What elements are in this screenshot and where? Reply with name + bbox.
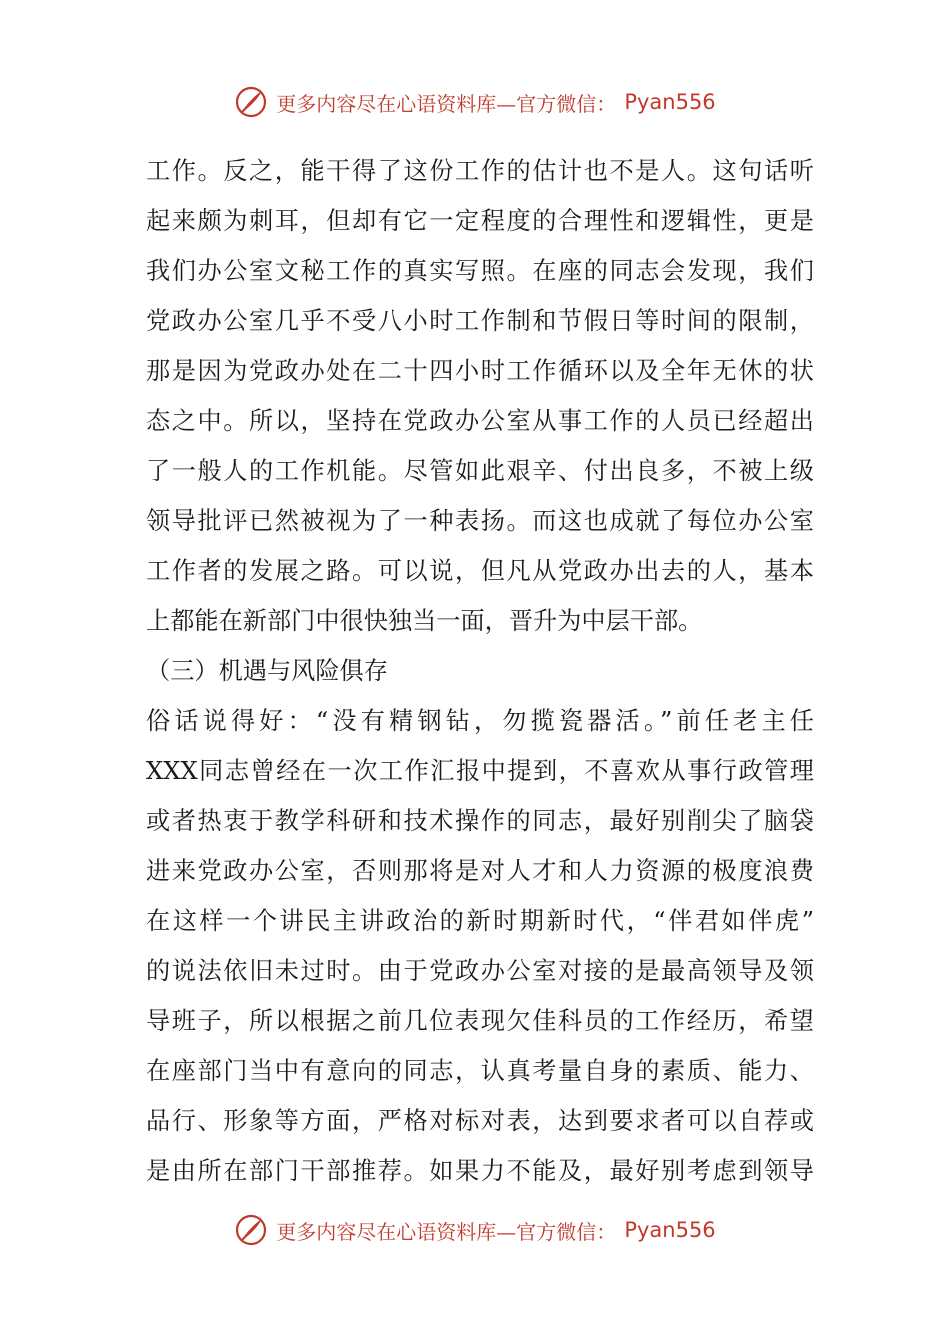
- text-line: 是由所在部门干部推荐。如果力不能及，最好别考虑到领导: [146, 1157, 814, 1185]
- document-body: [146, 146, 814, 1196]
- watermark-account: Pyan556: [624, 90, 716, 114]
- section-heading: （三）机遇与风险俱存: [146, 657, 388, 685]
- text-line: 进来党政办公室，否则那将是对人才和人力资源的极度浪费: [146, 857, 814, 885]
- text-line: 在座部门当中有意向的同志，认真考量自身的素质、能力、: [146, 1057, 814, 1085]
- text-line: XXX同志曾经在一次工作汇报中提到，不喜欢从事行政管理: [146, 757, 814, 785]
- text-line: 工作。反之，能干得了这份工作的估计也不是人。这句话听: [146, 157, 814, 185]
- text-line: 态之中。所以，坚持在党政办公室从事工作的人员已经超出: [146, 407, 814, 435]
- text-line: 起来颇为刺耳，但却有它一定程度的合理性和逻辑性，更是: [146, 207, 814, 235]
- watermark-account: Pyan556: [624, 1218, 716, 1242]
- footer-watermark: [0, 1210, 950, 1250]
- text-line: 的说法依旧未过时。由于党政办公室对接的是最高领导及领: [146, 957, 814, 985]
- text-line: 品行、形象等方面，严格对标对表，达到要求者可以自荐或: [146, 1107, 814, 1135]
- text-line: 那是因为党政办处在二十四小时工作循环以及全年无休的状: [146, 357, 814, 385]
- text-line: 或者热衷于教学科研和技术操作的同志，最好别削尖了脑袋: [146, 807, 814, 835]
- text-line: 在这样一个讲民主讲政治的新时期新时代，“伴君如伴虎”: [146, 907, 814, 935]
- quill-logo-icon: [234, 85, 268, 119]
- text-line: 了一般人的工作机能。尽管如此艰辛、付出良多，不被上级: [146, 457, 814, 485]
- header-watermark: [0, 82, 950, 122]
- watermark-text: 更多内容尽在心语资料库—官方微信：: [276, 1219, 617, 1244]
- text-line: 领导批评已然被视为了一种表扬。而这也成就了每位办公室: [146, 507, 814, 535]
- watermark-text: 更多内容尽在心语资料库—官方微信：: [276, 91, 617, 116]
- text-line: 我们办公室文秘工作的真实写照。在座的同志会发现，我们: [146, 257, 814, 285]
- text-line: 党政办公室几乎不受八小时工作制和节假日等时间的限制，: [146, 307, 814, 335]
- text-line: 俗话说得好：“没有精钢钻，勿揽瓷器活。”前任老主任: [146, 707, 814, 735]
- text-line: 上都能在新部门中很快独当一面，晋升为中层干部。: [146, 607, 703, 635]
- text-line: 工作者的发展之路。可以说，但凡从党政办出去的人，基本: [146, 557, 814, 585]
- text-line: 导班子，所以根据之前几位表现欠佳科员的工作经历，希望: [146, 1007, 814, 1035]
- quill-logo-icon: [234, 1213, 268, 1247]
